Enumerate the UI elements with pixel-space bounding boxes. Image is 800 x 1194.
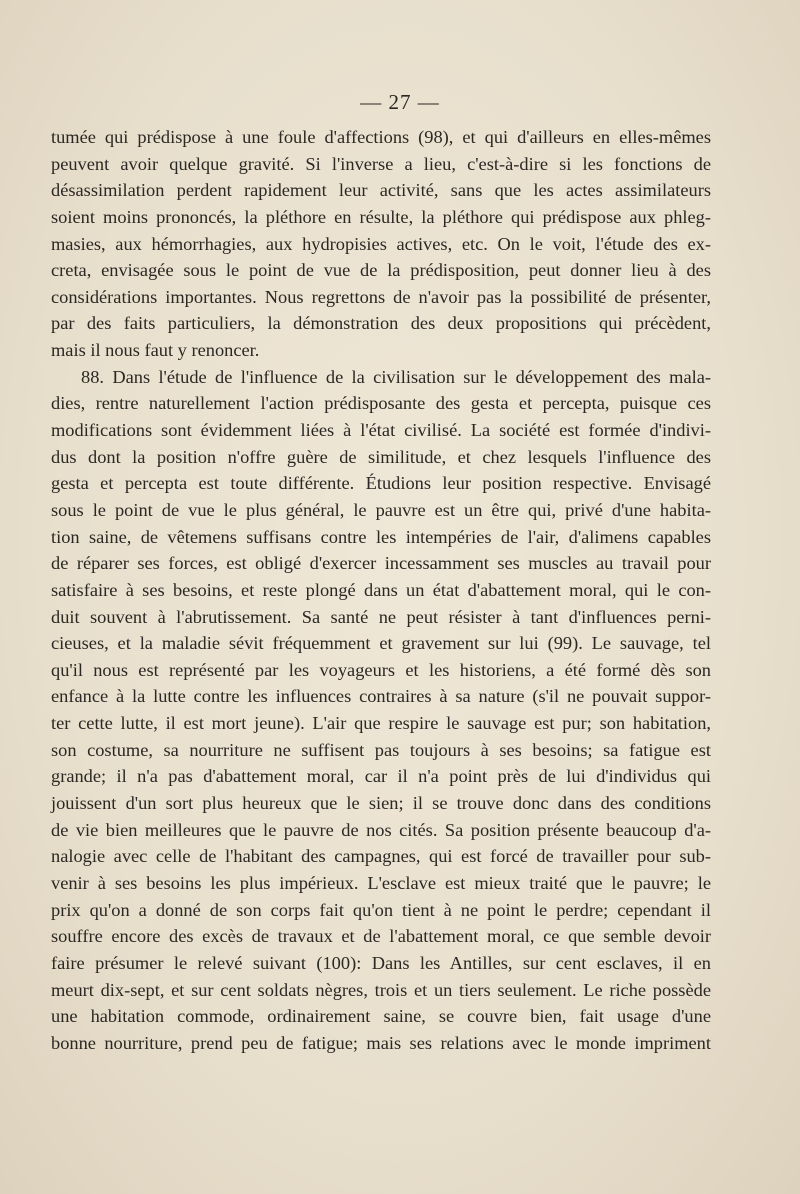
text-line: sous le point de vue le plus général, le pauvre est un être qui, privé d'une habita- bbox=[51, 499, 711, 520]
text-line: dus dont la position n'offre guère de similitude, et chez lesquels l'influence des bbox=[51, 446, 711, 467]
text-line: soient moins prononcés, la pléthore en résulte, la pléthore qui prédispose aux phleg- bbox=[51, 206, 711, 227]
text-line: creta, envisagée sous le point de vue de la prédisposition, peut donner lieu à des bbox=[51, 260, 711, 281]
text-line: mais il nous faut y renoncer. bbox=[51, 340, 260, 361]
text-line: cieuses, et la maladie sévit fréquemment et gravement sur lui (99). Le sauvage, tel bbox=[51, 633, 711, 654]
text-line: venir à ses besoins les plus impérieux. L'esclave est mieux traité que le pauvre; le bbox=[51, 872, 711, 893]
text-line: de réparer ses forces, est obligé d'exercer incessamment ses muscles au travail pour bbox=[51, 553, 711, 574]
text-line: considérations importantes. Nous regrettons de n'avoir pas la possibilité de présenter, bbox=[51, 286, 711, 307]
text-line: par des faits particuliers, la démonstration des deux propositions qui précèdent, bbox=[51, 313, 711, 334]
text-line: nalogie avec celle de l'habitant des campagnes, qui est forcé de travailler pour sub- bbox=[51, 846, 711, 867]
text-line: meurt dix-sept, et sur cent soldats nègres, trois et un tiers seulement. Le riche possède bbox=[51, 979, 711, 1000]
text-line: souffre encore des excès de travaux et de l'abattement moral, ce que semble devoir bbox=[51, 926, 711, 947]
text-line: prix qu'on a donné de son corps fait qu'on tient à ne point le perdre; cependant il bbox=[51, 899, 711, 920]
text-line: dies, rentre naturellement l'action prédisposante des gesta et percepta, puisque ces bbox=[51, 393, 711, 414]
text-line: duit souvent à l'abrutissement. Sa santé ne peut résister à tant d'influences perni- bbox=[51, 606, 711, 627]
text-line: masies, aux hémorrhagies, aux hydropisies actives, etc. On le voit, l'étude des ex- bbox=[51, 233, 711, 254]
body-text bbox=[51, 124, 711, 1056]
text-line: tumée qui prédispose à une foule d'affections (98), et qui d'ailleurs en elles-mêmes bbox=[51, 127, 711, 147]
text-line: qu'il nous est représenté par les voyageurs et les historiens, a été formé dès son bbox=[51, 659, 711, 680]
text-line: une habitation commode, ordinairement saine, se couvre bien, fait usage d'une bbox=[51, 1006, 711, 1027]
text-line: ter cette lutte, il est mort jeune). L'air que respire le sauvage est pur; son habitation, bbox=[51, 713, 711, 734]
text-line: désassimilation perdent rapidement leur activité, sans que les actes assimilateurs bbox=[51, 180, 711, 201]
text-line: tion saine, de vêtemens suffisans contre les intempéries de l'air, d'alimens capables bbox=[51, 526, 711, 547]
text-line: gesta et percepta est toute différente. Étudions leur position respective. Envisagé bbox=[51, 473, 711, 494]
page-number: — 27 — bbox=[360, 90, 440, 114]
text-line: satisfaire à ses besoins, et reste plongé dans un état d'abattement moral, qui le con- bbox=[51, 579, 711, 600]
text-line: grande; il n'a pas d'abattement moral, car il n'a point près de lui d'individus qui bbox=[51, 766, 711, 787]
text-line: jouissent d'un sort plus heureux que le sien; il se trouve donc dans des conditions bbox=[51, 793, 711, 814]
text-line: bonne nourriture, prend peu de fatigue; mais ses relations avec le monde impriment bbox=[51, 1032, 711, 1053]
text-line: de vie bien meilleures que le pauvre de nos cités. Sa position présente beaucoup d'a- bbox=[51, 819, 711, 840]
text-line: son costume, sa nourriture ne suffisent pas toujours à ses besoins; sa fatigue est bbox=[51, 739, 711, 760]
text-line: enfance à la lutte contre les influences contraires à sa nature (s'il ne pouvait suppor- bbox=[51, 686, 711, 707]
text-line: peuvent avoir quelque gravité. Si l'inverse a lieu, c'est-à-dire si les fonctions de bbox=[51, 153, 711, 174]
text-line: faire présumer le relevé suivant (100): Dans les Antilles, sur cent esclaves, il en bbox=[51, 952, 711, 973]
text-line: modifications sont évidemment liées à l'état civilisé. La société est formée d'indivi- bbox=[51, 420, 711, 441]
paragraph-88-start: 88. Dans l'étude de l'influence de la civilisation sur le développement des mala- bbox=[81, 366, 711, 387]
